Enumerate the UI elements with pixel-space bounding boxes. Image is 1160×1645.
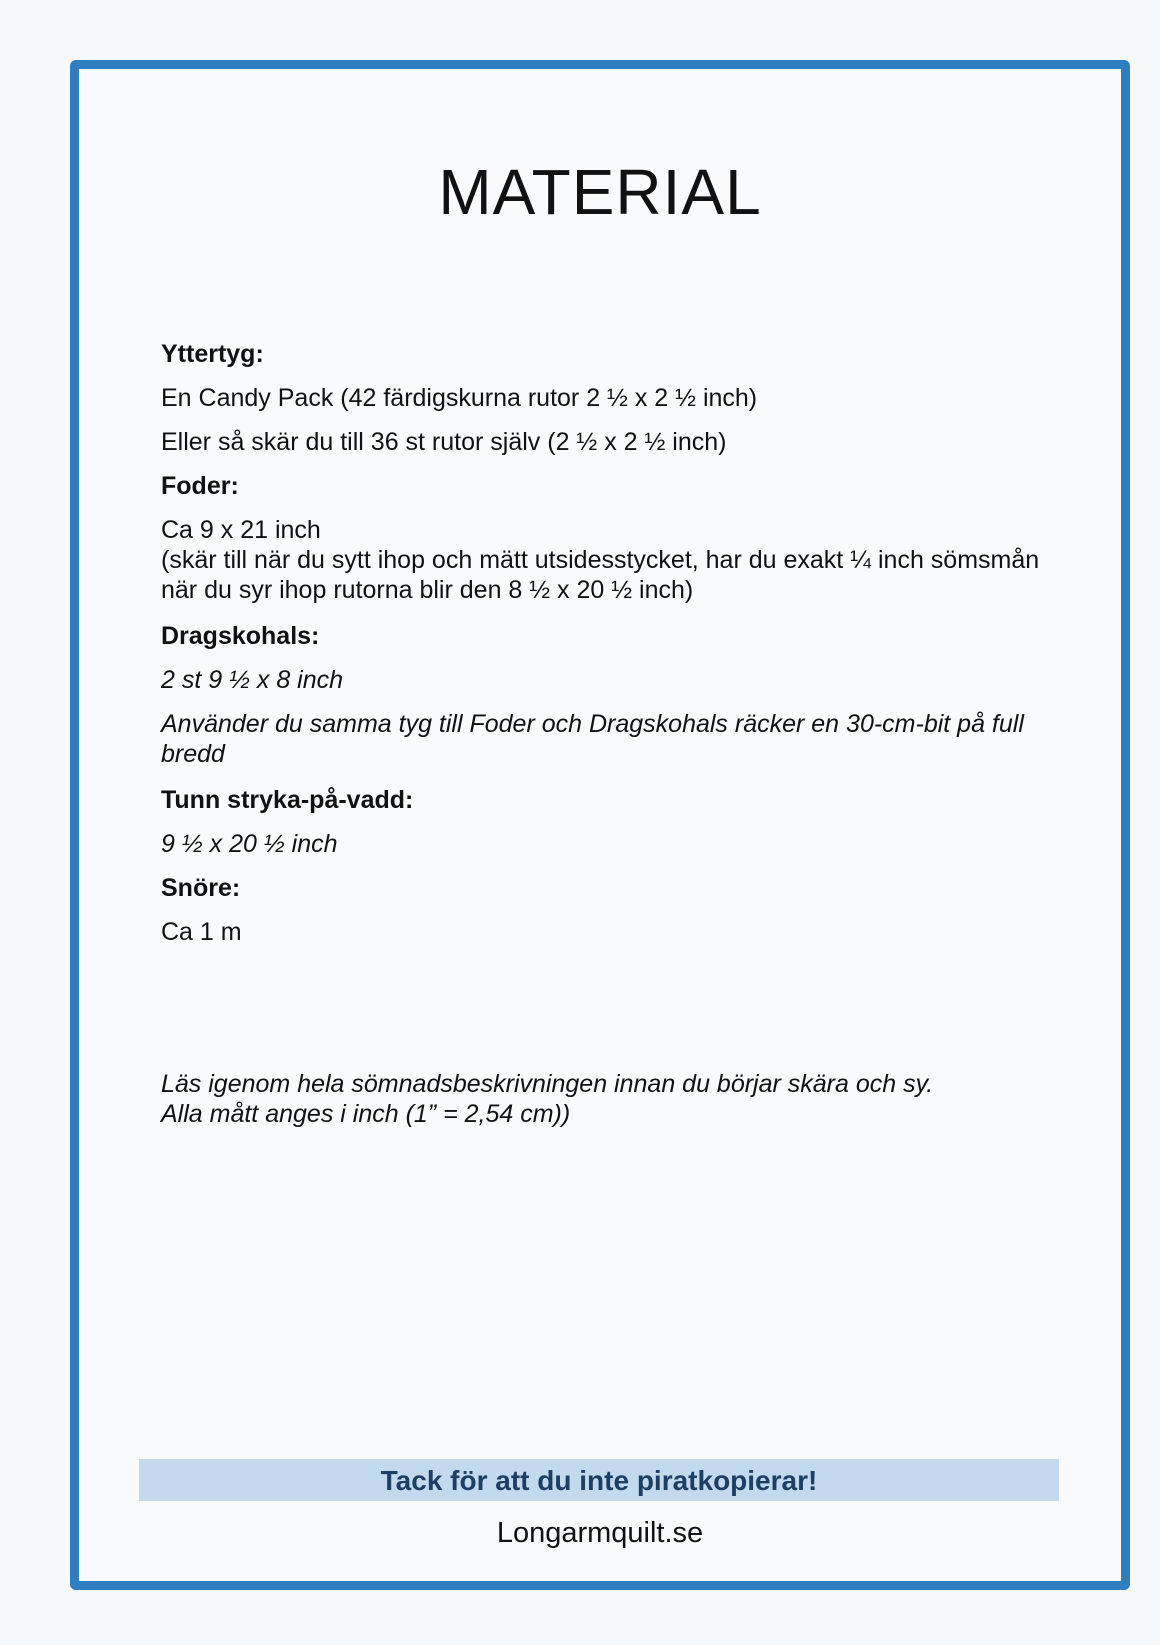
dragskohals-heading: Dragskohals: [161,622,320,650]
yttertyg-heading: Yttertyg: [161,340,264,368]
snore-heading: Snöre: [161,874,241,902]
anti-piracy-banner: Tack för att du inte piratkopierar! [139,1459,1059,1501]
foder-heading: Foder: [161,472,239,500]
foder-line-1: Ca 9 x 21 inch [161,516,321,544]
foder-line-2: (skär till när du sytt ihop och mätt utsidesstycket, har du exakt ¼ inch sömsmån när du syr ihop rutorna blir den 8 ½ x 20 ½ inch) [161,546,1040,604]
snore-line-1: Ca 1 m [161,918,242,946]
note-line-1: Läs igenom hela sömnadsbeskrivningen innan du börjar skära och sy. [161,1070,934,1098]
materials-list [161,339,1041,961]
page-title: MATERIAL [438,156,762,228]
page-border-frame [70,60,1130,1590]
dragskohals-line-1: 2 st 9 ½ x 8 inch [161,666,344,694]
note-line-2: Alla mått anges i inch (1” = 2,54 cm)) [161,1100,571,1128]
vadd-line-1: 9 ½ x 20 ½ inch [161,830,338,858]
yttertyg-line-1: En Candy Pack (42 färdigskurna rutor 2 ½ x 2 ½ inch) [161,384,758,412]
website-name: Longarmquilt.se [496,1517,704,1549]
vadd-heading: Tunn stryka-på-vadd: [161,786,414,814]
dragskohals-line-2: Använder du samma tyg till Foder och Dragskohals räcker en 30-cm-bit på full bredd [161,710,1024,768]
instruction-note [161,1069,1041,1129]
yttertyg-line-2: Eller så skär du till 36 st rutor själv (2 ½ x 2 ½ inch) [161,428,727,456]
